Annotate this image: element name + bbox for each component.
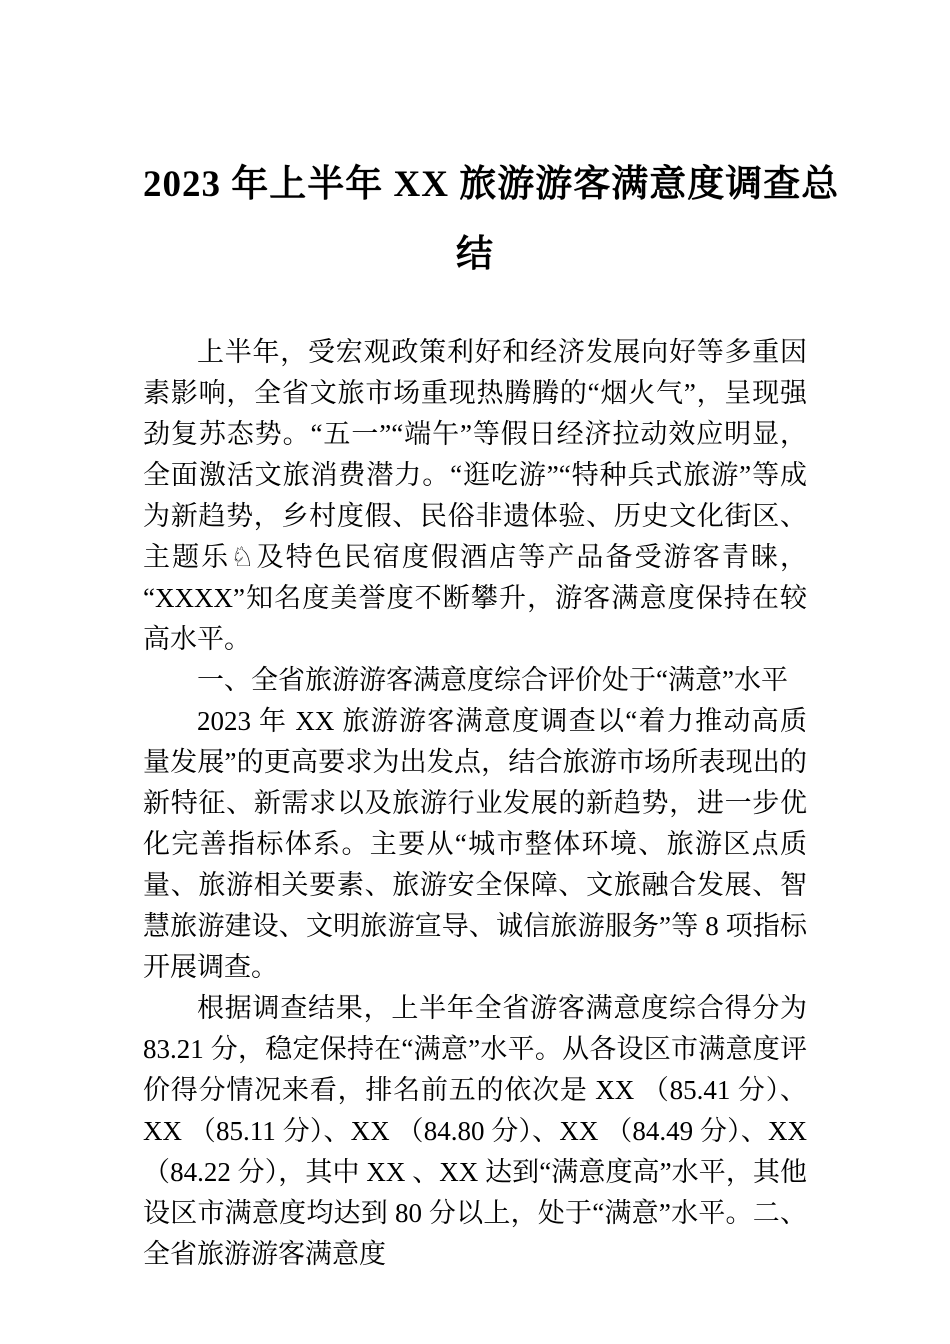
title-line-2: 结	[456, 234, 494, 275]
body-paragraph: 根据调查结果，上半年全省游客满意度综合得分为 83.21 分，稳定保持在“满意”水平。从各设区市满意度评价得分情况来看，排名前五的依次是 XX （85.41 分）、XX （85.11 分）、XX （84.80 分）、XX （84.49 分）、XX （84.22 分），其中 XX 、XX 达到“满意度高”水平，其他设区市满意度均达到 80 分以上，处于“满意”水平。二、全省旅游游客满意度	[143, 993, 807, 1269]
document-body	[143, 332, 807, 1275]
body-paragraph: 上半年，受宏观政策利好和经济发展向好等多重因素影响，全省文旅市场重现热腾腾的“烟火气”，呈现强劲复苏态势。“五一”“端午”等假日经济拉动效应明显，全面激活文旅消费潜力。“逛吃游”“特种兵式旅游”等成为新趋势，乡村度假、民俗非遗体验、历史文化街区、主题乐♘及特色民宿度假酒店等产品备受游客青睐，“XXXX”知名度美誉度不断攀升，游客满意度保持在较高水平。	[143, 337, 807, 654]
title-line-1: 2023 年上半年 XX 旅游游客满意度调查总	[143, 164, 840, 205]
body-paragraph: 2023 年 XX 旅游游客满意度调查以“着力推动高质量发展”的更高要求为出发点，结合旅游市场所表现出的新特征、新需求以及旅游行业发展的新趋势，进一步优化完善指标体系。主要从“城市整体环境、旅游区点质量、旅游相关要素、旅游安全保障、文旅融合发展、智慧旅游建设、文明旅游宣导、诚信旅游服务”等 8 项指标开展调查。	[143, 706, 807, 982]
body-paragraph: 一、全省旅游游客满意度综合评价处于“满意”水平	[197, 665, 788, 695]
document-title	[143, 0, 840, 290]
